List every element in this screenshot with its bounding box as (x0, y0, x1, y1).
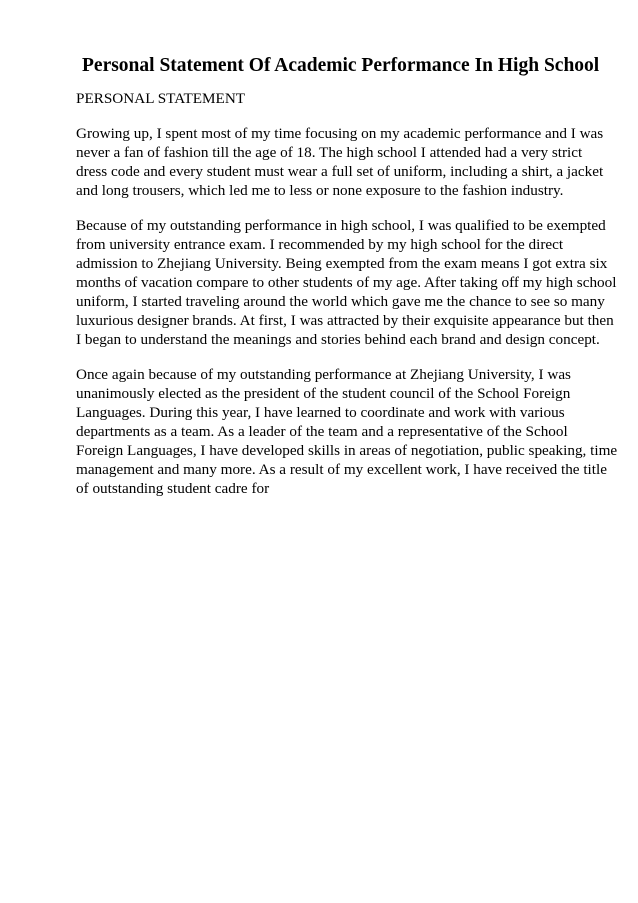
paragraph-line: Foreign Languages, I have developed skills in areas of negotiation, public speaking, time (76, 442, 618, 459)
paragraph-line: Growing up, I spent most of my time focusing on my academic performance and I was (76, 125, 604, 142)
paragraph-line: and long trousers, which led me to less or none exposure to the fashion industry. (76, 182, 564, 199)
paragraph-line: months of vacation compare to other students of my age. After taking off my high school (76, 274, 617, 291)
paragraph-line: from university entrance exam. I recommended by my high school for the direct (76, 236, 564, 253)
paragraph-line: Languages. During this year, I have learned to coordinate and work with various (76, 404, 565, 421)
document-title: Personal Statement Of Academic Performance In High School (82, 55, 600, 76)
paragraph-line: of outstanding student cadre for (76, 480, 270, 497)
paragraph-line: departments as a team. As a leader of the team and a representative of the School (76, 423, 568, 440)
paragraph-line: dress code and every student must wear a full set of uniform, including a shirt, a jacket (76, 163, 604, 180)
paragraph-2 (76, 216, 617, 349)
paragraph-line: admission to Zhejiang University. Being exempted from the exam means I got extra six (76, 255, 608, 272)
paragraph-line: I began to understand the meanings and stories behind each brand and design concept. (76, 331, 600, 348)
paragraph-line: luxurious designer brands. At first, I was attracted by their exquisite appearance but then (76, 312, 614, 329)
paragraph-line: management and many more. As a result of my excellent work, I have received the title (76, 461, 607, 478)
paragraph-line: Because of my outstanding performance in high school, I was qualified to be exempted (76, 217, 606, 234)
paragraph-3 (76, 365, 618, 498)
paragraph-line: never a fan of fashion till the age of 18. The high school I attended had a very strict (76, 144, 583, 161)
paragraph-line: unanimously elected as the president of the student council of the School Foreign (76, 385, 571, 402)
section-heading: PERSONAL STATEMENT (76, 90, 246, 107)
paragraph-1 (76, 124, 604, 200)
paragraph-line: Once again because of my outstanding performance at Zhejiang University, I was (76, 366, 571, 383)
paragraph-line: uniform, I started traveling around the world which gave me the chance to see so many (76, 293, 605, 310)
